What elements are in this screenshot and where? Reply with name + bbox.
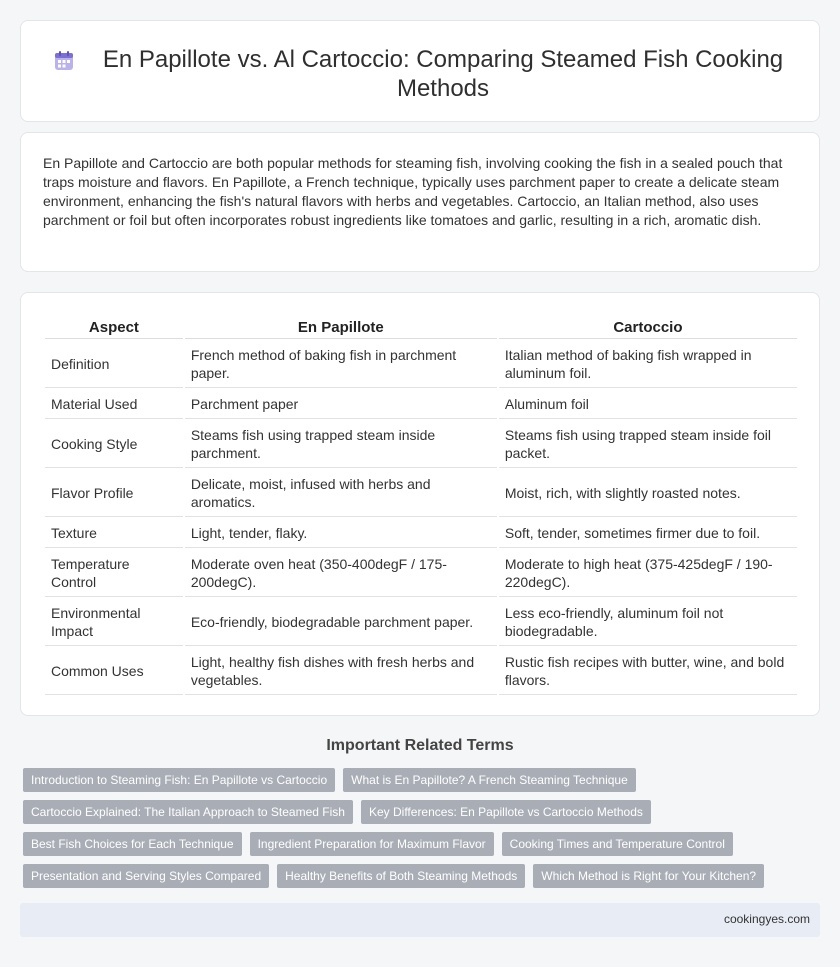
- related-term-tag[interactable]: Ingredient Preparation for Maximum Flavor: [250, 832, 494, 856]
- table-row: [45, 550, 797, 597]
- row-aspect-cell: Common Uses: [45, 648, 183, 695]
- footer-bar: [20, 903, 820, 937]
- related-term-tag[interactable]: Key Differences: En Papillote vs Cartoccio Methods: [361, 800, 651, 824]
- row-en-papillote-cell: Eco-friendly, biodegradable parchment paper.: [185, 599, 497, 646]
- row-cartoccio-cell: Moderate to high heat (375-425degF / 190-220degC).: [499, 550, 797, 597]
- related-term-tag[interactable]: Cartoccio Explained: The Italian Approach to Steamed Fish: [23, 800, 353, 824]
- column-header-en-papillote: En Papillote: [185, 317, 497, 339]
- comparison-table: [43, 315, 799, 697]
- row-aspect-cell: Temperature Control: [45, 550, 183, 597]
- page-title: En Papillote vs. Al Cartoccio: Comparing Steamed Fish Cooking Methods: [102, 46, 784, 102]
- row-cartoccio-cell: Italian method of baking fish wrapped in aluminum foil.: [499, 341, 797, 388]
- related-terms-heading: Important Related Terms: [326, 737, 514, 754]
- row-en-papillote-cell: Light, healthy fish dishes with fresh herbs and vegetables.: [185, 648, 497, 695]
- table-row: [45, 421, 797, 468]
- table-row: [45, 648, 797, 695]
- row-aspect-cell: Cooking Style: [45, 421, 183, 468]
- row-en-papillote-cell: Parchment paper: [185, 390, 497, 419]
- table-row: [45, 390, 797, 419]
- title-card: [20, 20, 820, 122]
- intro-paragraph: En Papillote and Cartoccio are both popular methods for steaming fish, involving cooking the fish in a sealed pouch that traps moisture and flavors. En Papillote, a French technique, typically uses parchment paper to create a delicate steam environment, enhancing the fish's natural flavors with herbs and vegetables. Cartoccio, an Italian method, also uses parchment or foil but often incorporates robust ingredients like tomatoes and garlic, resulting in a rich, aromatic dish.: [43, 155, 783, 228]
- related-term-tag[interactable]: Healthy Benefits of Both Steaming Methods: [277, 864, 525, 888]
- row-cartoccio-cell: Rustic fish recipes with butter, wine, and bold flavors.: [499, 648, 797, 695]
- table-row: [45, 519, 797, 548]
- row-en-papillote-cell: Delicate, moist, infused with herbs and aromatics.: [185, 470, 497, 517]
- related-term-tag[interactable]: What is En Papillote? A French Steaming Technique: [343, 768, 636, 792]
- row-aspect-cell: Material Used: [45, 390, 183, 419]
- row-cartoccio-cell: Moist, rich, with slightly roasted notes.: [499, 470, 797, 517]
- related-terms-list: [23, 768, 823, 888]
- related-term-tag[interactable]: Best Fish Choices for Each Technique: [23, 832, 242, 856]
- row-cartoccio-cell: Steams fish using trapped steam inside foil packet.: [499, 421, 797, 468]
- row-cartoccio-cell: Aluminum foil: [499, 390, 797, 419]
- related-term-tag[interactable]: Presentation and Serving Styles Compared: [23, 864, 269, 888]
- table-header-row: [45, 317, 797, 339]
- comparison-card: [20, 292, 820, 716]
- row-en-papillote-cell: Steams fish using trapped steam inside parchment.: [185, 421, 497, 468]
- related-term-tag[interactable]: Which Method is Right for Your Kitchen?: [533, 864, 764, 888]
- row-aspect-cell: Texture: [45, 519, 183, 548]
- row-aspect-cell: Definition: [45, 341, 183, 388]
- row-aspect-cell: Flavor Profile: [45, 470, 183, 517]
- row-en-papillote-cell: Moderate oven heat (350-400degF / 175-200degC).: [185, 550, 497, 597]
- column-header-aspect: Aspect: [45, 317, 183, 339]
- related-term-tag[interactable]: Introduction to Steaming Fish: En Papillote vs Cartoccio: [23, 768, 335, 792]
- row-en-papillote-cell: French method of baking fish in parchment paper.: [185, 341, 497, 388]
- table-row: [45, 470, 797, 517]
- footer-site-link[interactable]: cookingyes.com: [723, 912, 810, 926]
- row-cartoccio-cell: Less eco-friendly, aluminum foil not biodegradable.: [499, 599, 797, 646]
- row-cartoccio-cell: Soft, tender, sometimes firmer due to foil.: [499, 519, 797, 548]
- related-term-tag[interactable]: Cooking Times and Temperature Control: [502, 832, 733, 856]
- table-row: [45, 599, 797, 646]
- row-aspect-cell: Environmental Impact: [45, 599, 183, 646]
- column-header-cartoccio: Cartoccio: [499, 317, 797, 339]
- intro-card: [20, 132, 820, 272]
- calendar-icon: [52, 49, 76, 73]
- table-row: [45, 341, 797, 388]
- row-en-papillote-cell: Light, tender, flaky.: [185, 519, 497, 548]
